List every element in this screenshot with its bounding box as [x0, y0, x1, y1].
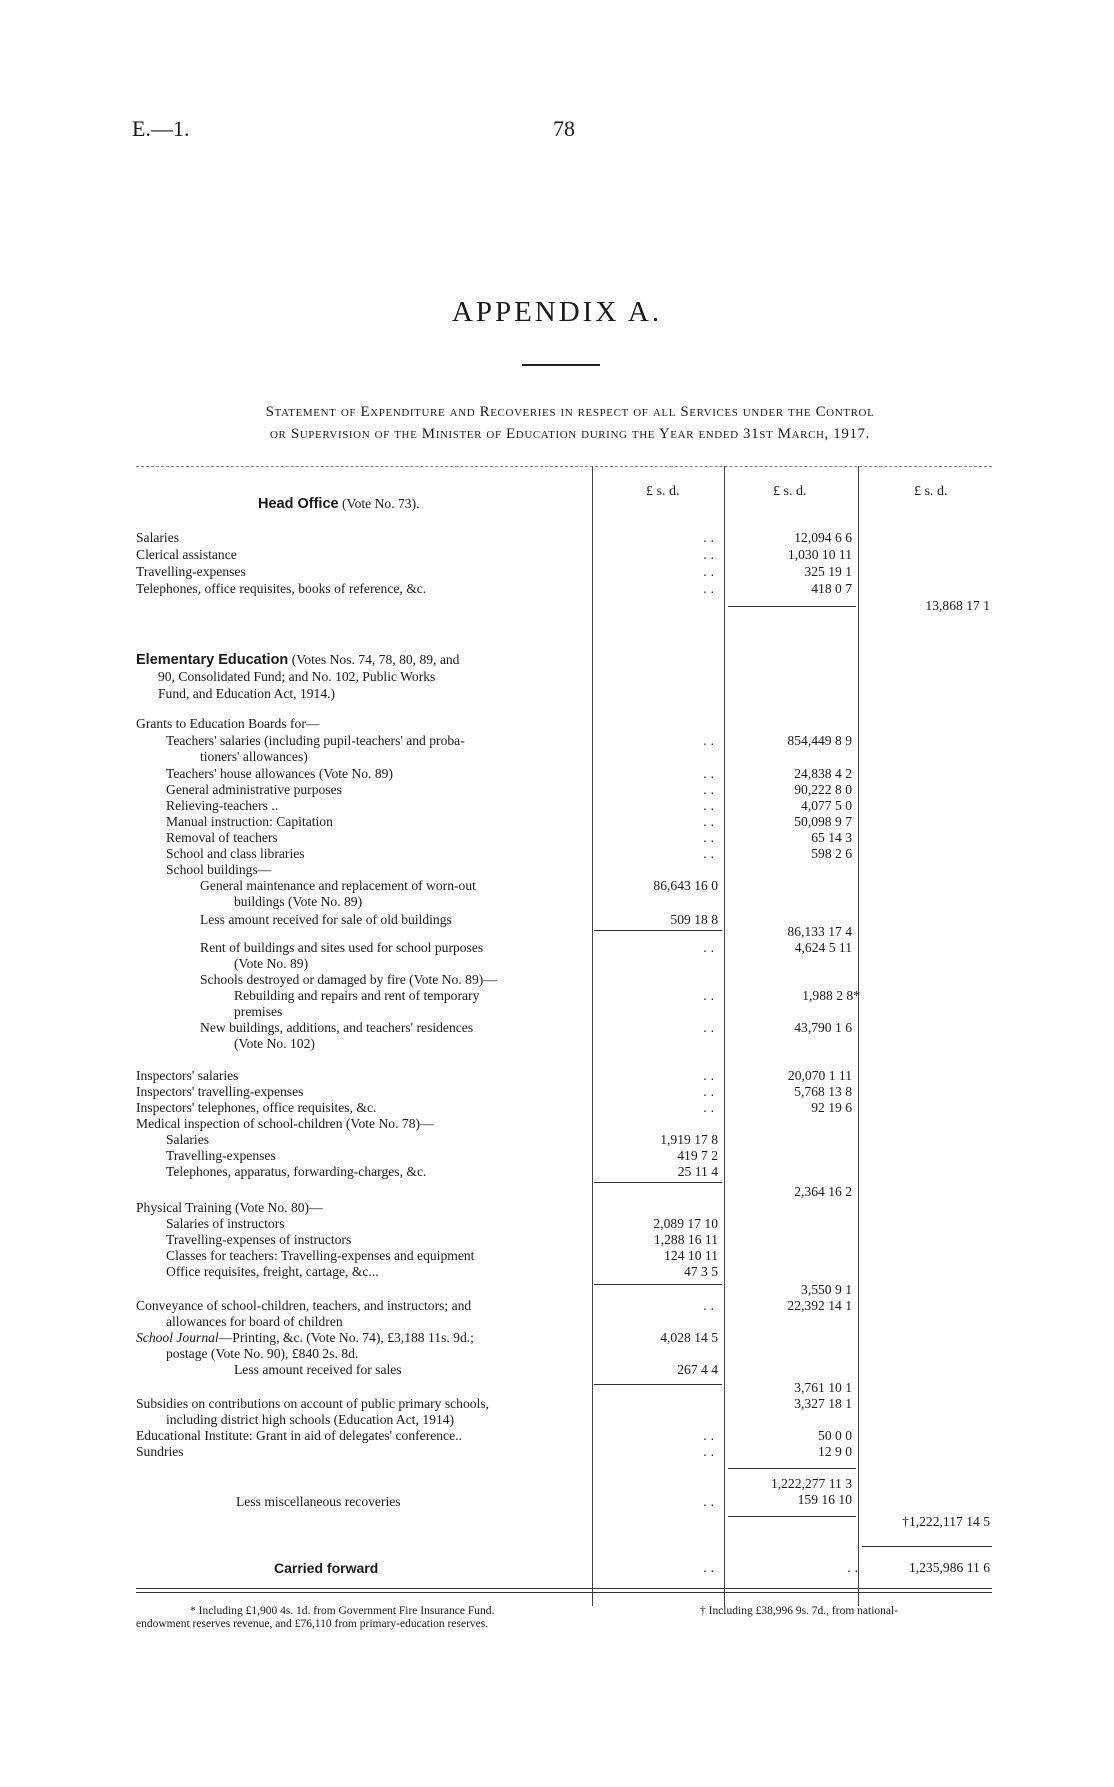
row-label: School and class libraries	[166, 846, 305, 861]
row-label: Educational Institute: Grant in aid of delegates' conference..	[136, 1428, 462, 1443]
row-c1: 267 4 4	[677, 1362, 718, 1377]
row-c2: 598 2 6	[811, 846, 852, 861]
row-c1: ..	[703, 733, 718, 748]
row-label: Salaries	[136, 530, 180, 545]
buildings-net: 86,133 17 4	[787, 924, 852, 939]
row-c1: 4,028 14 5	[660, 1330, 718, 1345]
elementary-title: Elementary Education	[136, 652, 289, 668]
row-c2: 90,222 8 0	[794, 782, 852, 797]
row-c2: 24,838 4 2	[794, 766, 852, 781]
column-rule-3	[858, 466, 859, 1606]
appendix-title: APPENDIX A.	[451, 296, 663, 328]
row-label: Travelling-expenses of instructors	[166, 1232, 352, 1247]
row-c2: 1,988 2 8*	[802, 988, 860, 1003]
row-label: Telephones, apparatus, forwarding-charges, &c.	[166, 1164, 427, 1179]
row-label: Less miscellaneous recoveries	[236, 1494, 401, 1509]
row-label-cont: allowances for board of children	[166, 1314, 343, 1329]
row-c1: ..	[703, 1020, 718, 1035]
carried-forward-label: Carried forward	[274, 1560, 379, 1576]
row-c1: ..	[703, 846, 718, 861]
row-c2: 65 14 3	[811, 830, 852, 845]
row-label: Inspectors' salaries	[136, 1068, 239, 1083]
column-rule-2	[724, 466, 725, 1606]
row-label-cont: tioners' allowances)	[200, 749, 308, 764]
row-c2: 22,392 14 1	[787, 1298, 852, 1313]
row-c2: 5,768 13 8	[794, 1084, 852, 1099]
elementary-subtotal: 1,222,277 11 3	[770, 1476, 852, 1491]
row-c1: ..	[703, 798, 718, 813]
row-c1: 25 11 4	[677, 1164, 718, 1179]
row-c2: 1,030 10 11	[787, 547, 852, 562]
row-c1: 2,089 17 10	[653, 1216, 718, 1231]
journal-net: 3,761 10 1	[794, 1380, 852, 1395]
elementary-title-rest: (Votes Nos. 74, 78, 80, 89, and	[291, 652, 460, 667]
row-label: Inspectors' travelling-expenses	[136, 1084, 304, 1099]
row-label-cont: (Vote No. 89)	[234, 956, 309, 971]
row-label: Conveyance of school-children, teachers, and instructors; and	[136, 1298, 472, 1313]
carried-forward-c2: ..	[847, 1560, 862, 1575]
row-label: Subsidies on contributions on account of public primary schools,	[136, 1396, 490, 1411]
school-buildings-heading: School buildings—	[166, 862, 272, 877]
row-c1: ..	[703, 1100, 718, 1115]
row-c1: ..	[703, 530, 718, 545]
row-c2: 854,449 8 9	[787, 733, 852, 748]
footnote-star: * Including £1,900 4s. 1d. from Government Fire Insurance Fund.	[190, 1605, 495, 1617]
row-label: Rent of buildings and sites used for school purposes	[200, 940, 484, 955]
statement-line-2: or Supervision of the Minister of Education during the Year ended 31st March, 1917.	[269, 426, 870, 442]
row-label: Travelling-expenses	[136, 564, 246, 579]
row-label: Sundries	[136, 1444, 184, 1459]
head-office-vote: (Vote No. 73).	[342, 496, 420, 511]
column-header-1: £ s. d.	[646, 484, 680, 499]
subtotal-rule	[594, 1182, 722, 1183]
journal-row	[136, 1330, 586, 1346]
row-c1: 47 3 5	[684, 1264, 718, 1279]
carried-forward-c1: ..	[703, 1560, 718, 1575]
row-c1: ..	[703, 1068, 718, 1083]
row-c1: ..	[703, 1298, 718, 1313]
row-label-cont: premises	[234, 1004, 283, 1019]
medical-total: 2,364 16 2	[794, 1184, 852, 1199]
row-c1: ..	[703, 547, 718, 562]
row-label-cont: buildings (Vote No. 89)	[234, 894, 363, 909]
document-code: E.—1.	[132, 116, 190, 141]
row-label-cont: including district high schools (Education Act, 1914)	[166, 1412, 455, 1427]
footnote-dagger: † Including £38,996 9s. 7d., from national-	[700, 1605, 899, 1617]
subtotal-rule	[728, 606, 856, 607]
row-c1: ..	[703, 830, 718, 845]
row-c1: 1,919 17 8	[660, 1132, 718, 1147]
row-label: Schools destroyed or damaged by fire (Vote No. 89)—	[200, 972, 497, 987]
physical-heading: Physical Training (Vote No. 80)—	[136, 1200, 323, 1215]
total-rule	[862, 1546, 992, 1547]
column-header-2: £ s. d.	[773, 484, 807, 499]
row-c2: 4,624 5 11	[794, 940, 852, 955]
row-label-cont: Rebuilding and repairs and rent of temporary	[234, 988, 480, 1003]
row-c1: 509 18 8	[670, 912, 718, 927]
row-label: Manual instruction: Capitation	[166, 814, 333, 829]
row-c2: 92 19 6	[811, 1100, 852, 1115]
row-c2: 50 0 0	[818, 1428, 852, 1443]
elementary-heading-line-2: 90, Consolidated Fund; and No. 102, Public Works	[158, 669, 436, 684]
row-label: Salaries of instructors	[166, 1216, 285, 1231]
row-label: Salaries	[166, 1132, 210, 1147]
statement-line-1: Statement of Expenditure and Recoveries in respect of all Services under the Control	[265, 404, 875, 420]
page-number: 78	[553, 116, 575, 141]
grants-heading: Grants to Education Boards for—	[136, 716, 320, 731]
subtotal-rule	[594, 1284, 722, 1285]
row-c1: ..	[703, 940, 718, 955]
row-c2: 20,070 1 11	[787, 1068, 852, 1083]
footnote-continuation: endowment reserves revenue, and £76,110 from primary-education reserves.	[136, 1618, 489, 1630]
carried-forward-total: 1,235,986 11 6	[908, 1560, 990, 1575]
row-label: Clerical assistance	[136, 547, 237, 562]
head-office-heading	[258, 496, 420, 512]
row-c1: ..	[703, 782, 718, 797]
row-c1: 1,288 16 11	[653, 1232, 718, 1247]
journal-title: School Journal	[136, 1330, 219, 1345]
row-c2: 12 9 0	[818, 1444, 852, 1459]
row-label: Less amount received for sales	[234, 1362, 402, 1377]
table-bottom-rule-2	[136, 1592, 992, 1593]
row-c1: 86,643 16 0	[653, 878, 718, 893]
row-c1: ..	[703, 814, 718, 829]
row-c1: 419 7 2	[677, 1148, 718, 1163]
physical-total: 3,550 9 1	[801, 1282, 852, 1297]
subtotal-rule	[728, 1516, 856, 1517]
row-label: Travelling-expenses	[166, 1148, 276, 1163]
row-label-cont: (Vote No. 102)	[234, 1036, 315, 1051]
row-c2: 4,077 5 0	[801, 798, 852, 813]
row-c1: ..	[703, 766, 718, 781]
head-office-total: 13,868 17 1	[925, 598, 990, 613]
row-label: Classes for teachers: Travelling-expenses and equipment	[166, 1248, 475, 1263]
column-header-3: £ s. d.	[914, 484, 948, 499]
column-rule-1	[592, 466, 593, 1606]
subtotal-rule	[728, 1468, 856, 1469]
row-label: Less amount received for sale of old buildings	[200, 912, 452, 927]
row-label: Inspectors' telephones, office requisites, &c.	[136, 1100, 377, 1115]
medical-heading: Medical inspection of school-children (Vote No. 78)—	[136, 1116, 434, 1131]
row-c1: ..	[703, 1494, 718, 1509]
row-c2: 43,790 1 6	[794, 1020, 852, 1035]
row-c2: 12,094 6 6	[794, 530, 852, 545]
row-c1: ..	[703, 1444, 718, 1459]
row-c1: ..	[703, 1428, 718, 1443]
row-c2: 418 0 7	[811, 581, 852, 596]
row-label: Teachers' house allowances (Vote No. 89)	[166, 766, 393, 781]
journal-label: —Printing, &c. (Vote No. 74), £3,188 11s. 9d.;	[218, 1330, 474, 1345]
row-label: General administrative purposes	[166, 782, 342, 797]
row-label: Telephones, office requisites, books of reference, &c.	[136, 581, 427, 596]
elementary-net-total: †1,222,117 14 5	[902, 1514, 990, 1529]
row-label: General maintenance and replacement of worn-out	[200, 878, 476, 893]
row-c1: ..	[703, 564, 718, 579]
row-c1: ..	[703, 581, 718, 596]
row-c2: 50,098 9 7	[794, 814, 852, 829]
table-bottom-rule	[136, 1588, 992, 1589]
row-c2: 159 16 10	[797, 1492, 852, 1507]
row-label-cont: postage (Vote No. 90), £840 2s. 8d.	[166, 1346, 359, 1361]
row-label: Removal of teachers	[166, 830, 278, 845]
row-label: Office requisites, freight, cartage, &c...	[166, 1264, 379, 1279]
row-c1: ..	[703, 1084, 718, 1099]
row-c1: ..	[703, 988, 718, 1003]
row-label: Relieving-teachers ..	[166, 798, 279, 813]
elementary-heading-line-3: Fund, and Education Act, 1914.)	[158, 686, 336, 701]
row-c2: 3,327 18 1	[794, 1396, 852, 1411]
row-label: Teachers' salaries (including pupil-teachers' and proba-	[166, 733, 465, 748]
row-c2: 325 19 1	[804, 564, 852, 579]
elementary-heading	[136, 652, 459, 668]
head-office-title: Head Office	[258, 496, 339, 512]
row-label: New buildings, additions, and teachers' residences	[200, 1020, 474, 1035]
subtotal-rule	[594, 1384, 722, 1385]
row-c1: 124 10 11	[664, 1248, 718, 1263]
subtotal-rule	[594, 930, 722, 931]
table-top-rule	[136, 466, 992, 467]
